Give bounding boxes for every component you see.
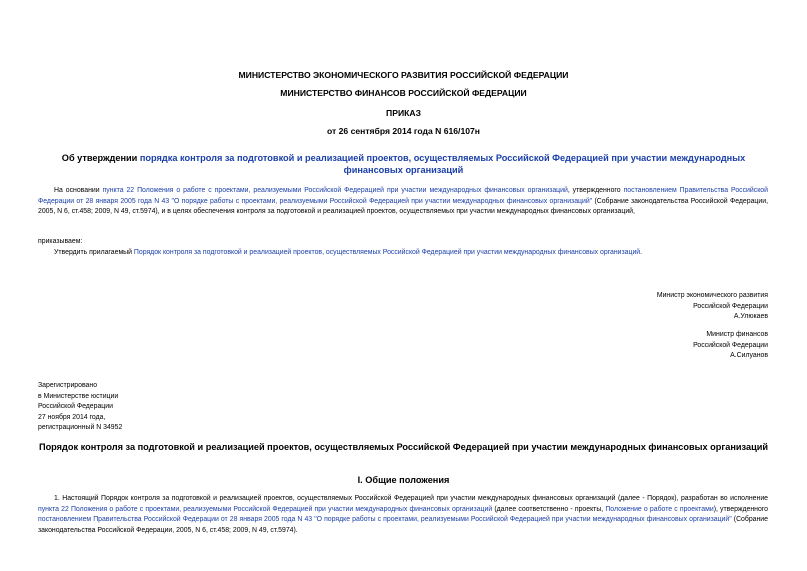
clause1-text-4: (Собрание законодательства Российской Федерации, 2005, N 6, ст.458; 2009, N 49, ст.5974). [38, 516, 768, 534]
government-decree-link[interactable]: постановлением Правительства Российской Федерации от 28 января 2005 года N 43 "О порядке работы с проектами, реализуемыми Российской Федерацией при участии международных финансовых организаций" [38, 516, 732, 523]
registration-line: 27 ноября 2014 года, [38, 413, 106, 421]
projects-regulation-link[interactable]: Положение о работе с проектами [605, 505, 714, 513]
preamble-text-1: На основании [54, 187, 103, 194]
title-prefix: Об утверждении [61, 153, 140, 163]
clause22-regulation-link[interactable]: пункта 22 Положения о работе с проектами, реализуемыми Российской Федерацией при участии международных финансовых организаций [102, 187, 568, 194]
title-procedure-link[interactable]: порядка контроля за подготовкой и реализацией проектов, осуществляемых Российской Федерацией при участии международных финансовых организаций [139, 153, 746, 175]
signature-position: Министр экономического развития [656, 292, 768, 299]
registration-line: регистрационный N 34952 [38, 424, 123, 431]
government-decree-link[interactable]: постановлением Правительства Российской Федерации от 28 января 2005 года N 43 "О порядке работы с проектами, реализуемыми Российской Федерацией при участии международных финансовых организаций" [38, 187, 768, 205]
registration-line: Зарегистрировано [38, 382, 98, 389]
ministry-economy-heading: МИНИСТЕРСТВО ЭКОНОМИЧЕСКОГО РАЗВИТИЯ РОССИЙСКОЙ ФЕДЕРАЦИИ [238, 70, 569, 80]
approved-procedure-link[interactable]: Порядок контроля за подготовкой и реализацией проектов, осуществляемых Российской Федерацией при участии международных финансовых организаций [133, 249, 641, 256]
registration-line: в Министерстве юстиции [38, 392, 119, 400]
signature-finance-minister [693, 330, 768, 362]
document-title [40, 153, 767, 176]
preamble-paragraph [38, 186, 768, 218]
approve-paragraph [38, 248, 768, 259]
ministry-finance-heading: МИНИСТЕРСТВО ФИНАНСОВ РОССИЙСКОЙ ФЕДЕРАЦИИ [280, 88, 527, 98]
procedure-title: Порядок контроля за подготовкой и реализацией проектов, осуществляемых Российской Федерацией при участии международных финансовых организаций [38, 442, 769, 452]
clause22-regulation-link[interactable]: пункта 22 Положения о работе с проектами, реализуемыми Российской Федерацией при участии международных финансовых организаций [38, 505, 493, 513]
signature-economy-minister [657, 291, 768, 323]
signature-name: А.Силуанов [730, 352, 768, 359]
clause-1-paragraph [38, 494, 768, 536]
approve-text-2: . [640, 249, 643, 256]
clause1-text-2: (далее соответственно - проекты, [492, 505, 606, 513]
document-type: ПРИКАЗ [386, 108, 421, 118]
clause1-text-3: ), утвержденного [713, 505, 769, 513]
order-word: приказываем: [38, 238, 83, 245]
preamble-text-2: , утвержденного [567, 187, 624, 194]
signature-name: А.Улюкаев [733, 313, 768, 320]
clause1-text-1: 1. Настоящий Порядок контроля за подготовкой и реализацией проектов, осуществляемых Российской Федерацией при участии международных финансовых организаций (далее - Порядок), разработан во исполнение [54, 495, 768, 502]
signature-country: Российской Федерации [693, 341, 768, 349]
section-1-title: I. Общие положения [357, 475, 450, 485]
signature-position: Министр финансов [706, 331, 768, 338]
signature-country: Российской Федерации [693, 302, 768, 310]
preamble-text-3: (Собрание законодательства Российской Федерации, 2005, N 6, ст.458; 2009, N 49, ст.5974), и в целях обеспечения контроля за подготовкой и реализацией проектов, осуществляемых при участии международных финансовых организаций, [38, 197, 768, 215]
registration-block [38, 381, 122, 434]
approve-text-1: Утвердить прилагаемый [54, 249, 134, 256]
registration-line: Российской Федерации [38, 403, 113, 410]
document-date-number: от 26 сентября 2014 года N 616/107н [327, 126, 480, 136]
